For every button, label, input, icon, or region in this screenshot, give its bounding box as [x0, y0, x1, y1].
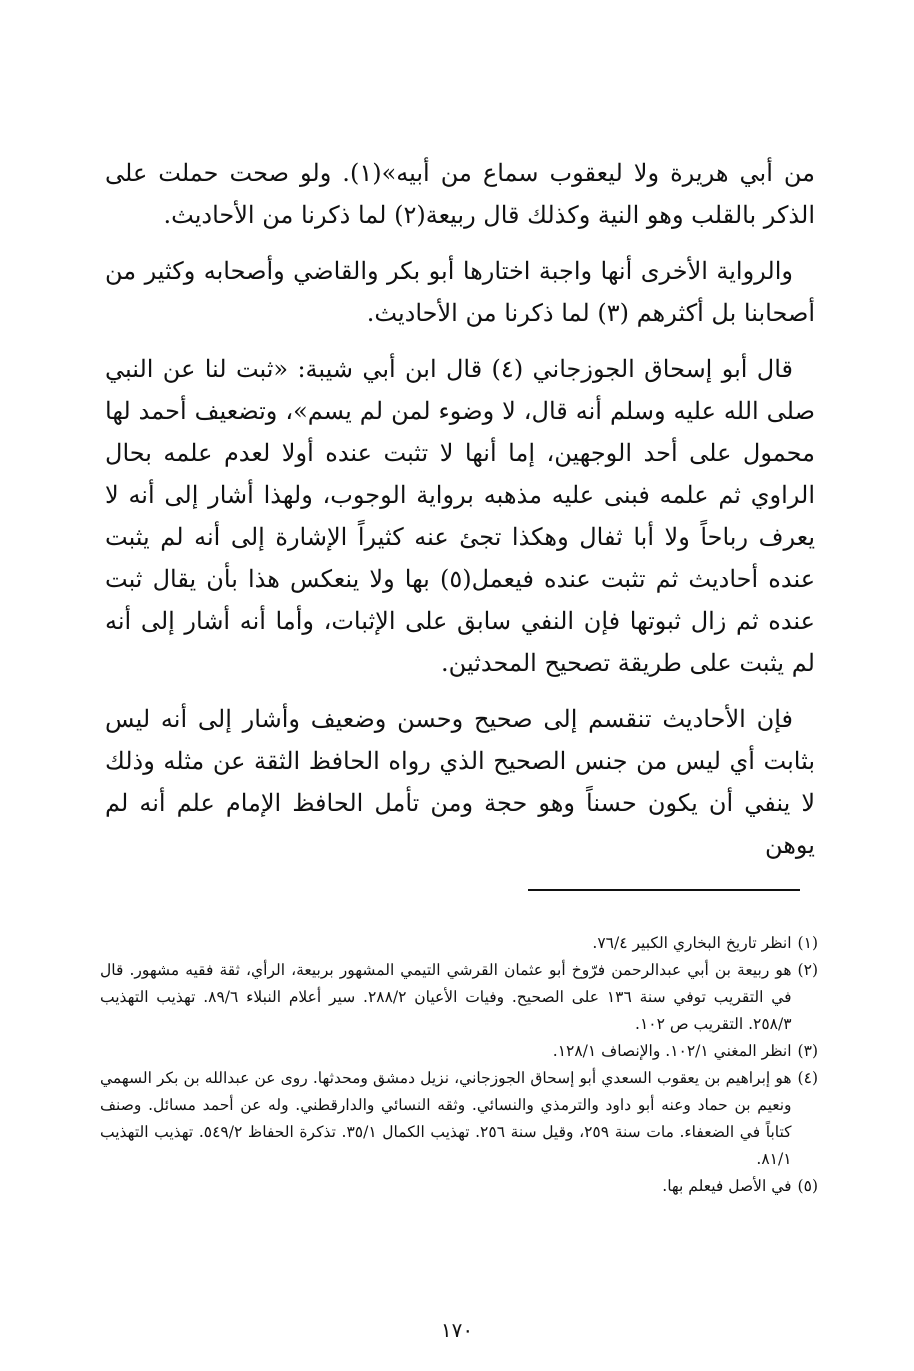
- footnote-item: [100, 957, 818, 1038]
- main-paragraph: والرواية الأخرى أنها واجبة اختارها أبو بكر والقاضي وأصحابه وكثير من أصحابنا بل أكثرهم (٣) لما ذكرنا من الأحاديث.: [105, 257, 815, 327]
- footnote-item: [100, 1065, 818, 1173]
- footnote-text: انظر المغني ١٠٢/١. والإنصاف ١٢٨/١.: [552, 1042, 792, 1060]
- main-paragraph: من أبي هريرة ولا ليعقوب سماع من أبيه»(١). ولو صحت حملت على الذكر بالقلب وهو النية وكذلك قال ربيعة(٢) لما ذكرنا من الأحاديث.: [105, 159, 815, 229]
- page-number: ١٧٠: [440, 1318, 474, 1342]
- footnote-number: (٤): [797, 1069, 818, 1087]
- footnote-text: في الأصل فيعلم بها.: [662, 1177, 792, 1195]
- main-text-body: [105, 152, 815, 880]
- footnote-item: [100, 1038, 818, 1065]
- footnote-item: [100, 930, 818, 957]
- footnote-divider: [528, 889, 800, 891]
- main-paragraph: قال أبو إسحاق الجوزجاني (٤) قال ابن أبي شيبة: «ثبت لنا عن النبي صلى الله عليه وسلم أنه قال، لا وضوء لمن لم يسم»، وتضعيف أحمد لها محمول على أحد الوجهين، إما أنها لا تثبت عنده أولا لعدم علمه بحال الراوي ثم علمه فبنى عليه مذهبه برواية الوجوب، ولهذا أشار إلى أنه لا يعرف رباحاً ولا أبا ثفال وهكذا تجئ عنه كثيراً الإشارة إلى أنه لم يثبت عنده أحاديث ثم تثبت عنده فيعمل(٥) بها ولا ينعكس هذا بأن يقال ثبت عنده ثم زال ثبوتها فإن النفي سابق على الإثبات، وأما أنه أشار إلى أنه لم يثبت على طريقة تصحيح المحدثين.: [105, 355, 816, 677]
- footnote-number: (٣): [797, 1042, 818, 1060]
- footnotes-section: [100, 930, 818, 1200]
- footnote-number: (٥): [797, 1177, 818, 1195]
- footnote-text: انظر تاريخ البخاري الكبير ٧٦/٤.: [592, 934, 792, 952]
- footnote-item: [100, 1173, 818, 1200]
- main-paragraph: فإن الأحاديث تنقسم إلى صحيح وحسن وضعيف وأشار إلى أنه ليس بثابت أي ليس من جنس الصحيح الذي رواه الحافظ الثقة عن مثله وذلك لا ينفي أن يكون حسناً وهو حجة ومن تأمل الحافظ الإمام علم أنه لم يوهن: [105, 705, 815, 859]
- footnote-text: هو إبراهيم بن يعقوب السعدي أبو إسحاق الجوزجاني، نزيل دمشق ومحدثها. روى عن عبدالله بن بكر السهمي ونعيم بن حماد وعنه أبو داود والترمذي والنسائي. وثقه النسائي والدارقطني. وله عن أحمد مسائل. وصنف كتاباً في الضعفاء. مات سنة ٢٥٩، وقيل سنة ٢٥٦. تهذيب الكمال ٣٥/١. تذكرة الحفاظ ٥٤٩/٢. تهذيب التهذيب ٨١/١.: [100, 1069, 792, 1168]
- footnote-number: (٢): [797, 961, 818, 979]
- footnote-number: (١): [797, 934, 818, 952]
- footnote-text: هو ربيعة بن أبي عبدالرحمن فرّوخ أبو عثمان القرشي التيمي المشهور بربيعة، الرأي، ثقة فقيه مشهور. قال في التقريب توفي سنة ١٣٦ على الصحيح. وفيات الأعيان ٢٨٨/٢. سير أعلام النبلاء ٨٩/٦. تهذيب التهذيب ٢٥٨/٣. التقريب ص ١٠٢.: [100, 961, 792, 1033]
